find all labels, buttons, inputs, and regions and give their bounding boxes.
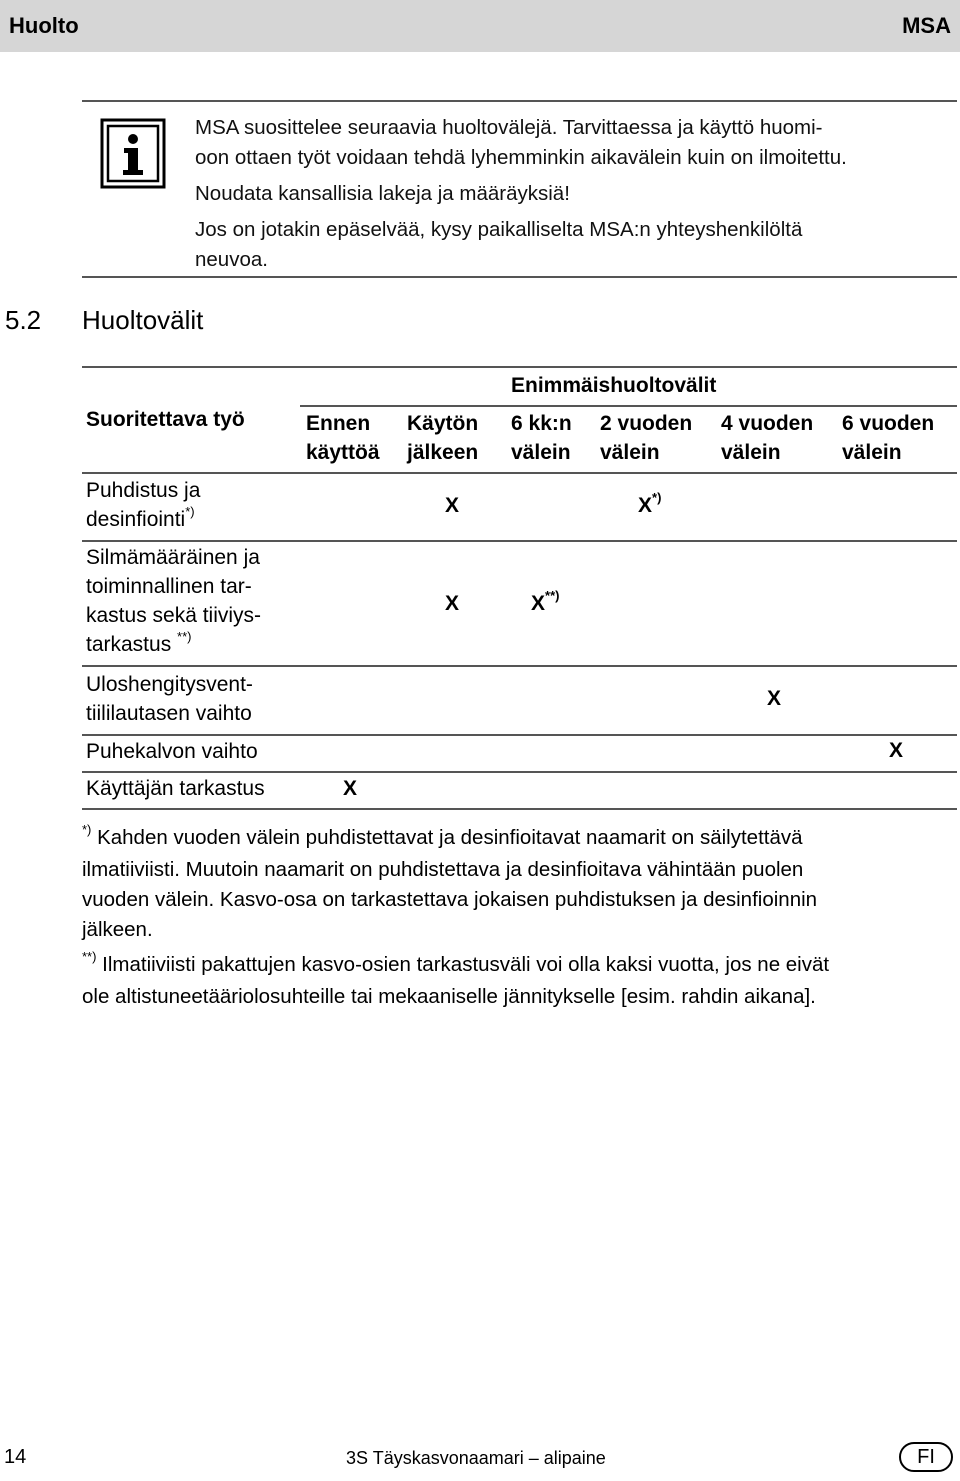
table-row-mark: X*) xyxy=(638,490,662,517)
notice-line: MSA suosittelee seuraavia huoltovälejä. Tarvittaessa ja käyttö huomi- xyxy=(195,116,823,139)
column-header: Ennen käyttöä xyxy=(306,412,380,464)
column-header: 4 vuoden välein xyxy=(721,412,814,464)
row-divider xyxy=(82,771,957,773)
column-header: 2 vuoden välein xyxy=(600,412,693,464)
table-row-task: Puhekalvon vaihto xyxy=(86,740,258,763)
task-header: Suoritettava työ xyxy=(86,408,245,431)
page-header xyxy=(0,0,960,52)
table-row-mark: X**) xyxy=(531,588,560,615)
notice-line: Jos on jotakin epäselvää, kysy paikalliselta MSA:n yhteyshenkilöltä xyxy=(195,218,803,241)
info-icon xyxy=(100,118,166,189)
group-header: Enimmäishuoltovälit xyxy=(511,374,717,397)
table-row-mark: X xyxy=(343,777,358,800)
table-row-task: Silmämääräinen ja toiminnallinen tar- kastus sekä tiiviys- tarkastus **) xyxy=(86,546,262,656)
table-row-mark: X xyxy=(445,592,460,615)
row-divider xyxy=(82,665,957,667)
section-number: 5.2 xyxy=(5,305,42,335)
column-header: Käytön jälkeen xyxy=(407,412,479,464)
table-row-task: Puhdistus ja desinfiointi*) xyxy=(86,479,201,531)
notice-line: oon ottaen työt voidaan tehdä lyhemminkin aikavälein kuin on ilmoitettu. xyxy=(195,146,847,169)
header-brand: MSA xyxy=(902,13,951,38)
footnote: *) Kahden vuoden välein puhdistettavat ja desinfioitavat naamarit on säilytettävä ilmatiiviisti. Muutoin naamarit on puhdistettava ja desinfioitava vähintään puolen vuoden välein. Kasvo-osa on tarkastettava jokaisen puhdistuksen ja desinfioinnin jälkeen. xyxy=(82,822,818,941)
notice-top-rule xyxy=(82,100,957,102)
column-header: 6 vuoden välein xyxy=(842,412,935,464)
table-top-rule xyxy=(82,366,957,368)
notice-line: Noudata kansallisia lakeja ja määräyksiä! xyxy=(195,182,570,205)
page-number: 14 xyxy=(4,1446,27,1468)
notice-line: neuvoa. xyxy=(195,248,268,271)
table-bottom-rule xyxy=(82,808,957,810)
row-divider xyxy=(82,734,957,736)
footer-document-title: 3S Täyskasvonaamari – alipaine xyxy=(346,1448,606,1468)
table-row-mark: X xyxy=(889,739,904,762)
group-header-rule xyxy=(300,405,957,407)
notice-bottom-rule xyxy=(82,276,957,278)
column-header: 6 kk:n välein xyxy=(511,412,572,464)
table-row-task: Käyttäjän tarkastus xyxy=(86,777,265,800)
table-header-rule xyxy=(82,472,957,474)
header-section-title: Huolto xyxy=(9,13,79,38)
table-row-task: Uloshengitysvent- tiililautasen vaihto xyxy=(86,673,253,725)
section-title: Huoltovälit xyxy=(82,305,204,335)
language-badge: FI xyxy=(899,1442,953,1472)
table-row-mark: X xyxy=(767,687,782,710)
table-row-mark: X xyxy=(445,494,460,517)
notice-text xyxy=(195,113,955,275)
footnote: **) Ilmatiiviisti pakattujen kasvo-osien tarkastusväli voi olla kaksi vuotta, jos ne eivät ole altistuneetääriolosuhteille tai mekaaniselle jännitykselle [esim. rahdin aikana]. xyxy=(82,949,830,1008)
row-divider xyxy=(82,540,957,542)
